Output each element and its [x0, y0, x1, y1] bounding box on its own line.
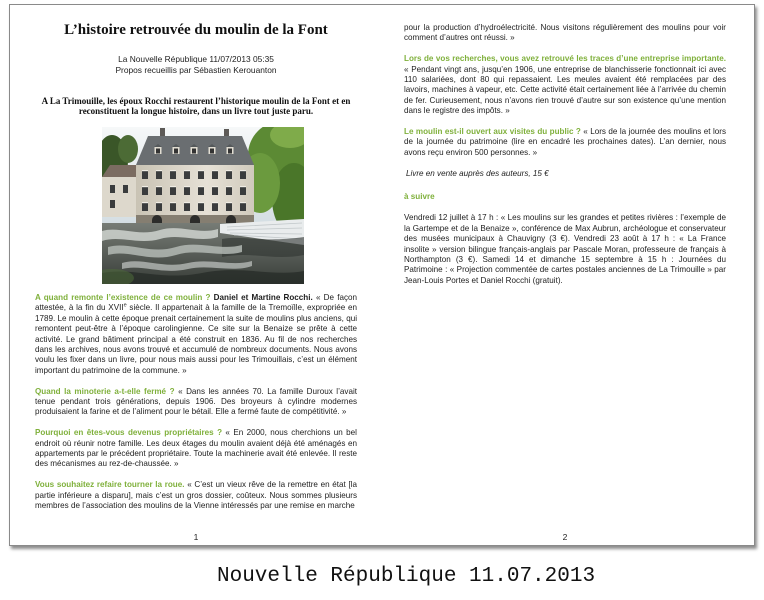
intro-lead: A La Trimouille, les époux Rocchi restaurent l’historique moulin de la Font et en reconstituent la longue histoire, dans un livre tout juste paru.	[41, 96, 351, 117]
speaker: Daniel et Martine Rocchi.	[213, 293, 313, 302]
qa-paragraph	[404, 54, 726, 116]
answer: « Pendant vingt ans, jusqu’en 1906, une entreprise de blanchisserie fonctionnait ici avec 110 salariées, dont 80 qui repassaient. Les meules avaient été remplacées par des lavoirs, machines à vapeur, etc. Cette activité était certainement liée à l’arrivée du chemin de fer. Curieusement, nous n’avons rien trouvé d’autre sur son existence qu’une mention dans le registre des impôts. »	[404, 64, 726, 116]
annex-window	[123, 185, 128, 193]
page-number: 1	[193, 532, 199, 542]
qa-paragraph	[404, 127, 726, 158]
events-paragraph: Vendredi 12 juillet à 17 h : « Les moulins sur les grandes et petites rivières : l’exemple de la Gartempe et de la Benaize », conférence de Max Aubrun, archéologue et conservateur des musées municipaux à Chauvigny (3 €). Vendredi 23 août à 17 h : « La France insolite » version bilingue français-anglais par Pascale Moran, professeure de français à Northampton (3 €). Samedi 14 et dimanche 15 septembre à 15 h : Journées du Patrimoine : « Projection commentée de cartes postales anciennes de La Trimouille » par Jean-Louis Portes et Daniel Rocchi (gratuit).	[404, 213, 726, 285]
answer: « Lors de la journée des moulins et lors de la journée du patrimoine (lire en encadré les prochaines dates). L’an dernier, nous avons reçu environ 500 personnes. »	[404, 127, 726, 157]
question: Vous souhaitez refaire tourner la roue.	[35, 480, 185, 490]
facade-windows	[142, 170, 254, 214]
qa-paragraph	[35, 428, 357, 470]
article-title: L’histoire retrouvée du moulin de la Font	[64, 22, 328, 38]
question: Quand la minoterie a-t-elle fermé ?	[35, 386, 175, 396]
article-body-right	[404, 23, 726, 297]
question: Le moulin est-il ouvert aux visites du public ?	[404, 127, 581, 137]
superscript: e	[123, 302, 127, 309]
image-caption: Nouvelle République 11.07.2013	[217, 565, 596, 588]
answer: « Dans les années 70. La famille Duroux l’avait tenue pendant trois générations, depuis 1906. Des broyeurs à cylindre modernes produisaient la farine et de l’aliment pour le bétail. Elle a fermé faute de compétitivité. »	[35, 386, 357, 417]
source-line: La Nouvelle République 11/07/2013 05:35	[118, 54, 274, 64]
qa-paragraph	[35, 480, 357, 511]
continued-paragraph: pour la production d’hydroélectricité. Nous visitons régulièrement des moulins pour voir comment d’autres ont réussi. »	[404, 23, 726, 43]
annex-window	[110, 185, 115, 193]
book-sale-note: Livre en vente auprès des auteurs, 15 €	[406, 168, 549, 178]
answer-continued: siècle. Il appartenait à la famille de la Tremoïlle, expropriée en 1789. Le moulin à cette époque prenait certainement la suite de moulins plus anciens, qui remontent peut-être à l’époque carolingienne. Ce site sur la Benaize se prête à cette activité. Le grand bâtiment principal a été construit en 1836. Au fil de nos recherches dans les archives, nous avons trouvé et accumulé de nombreux documents. Nous avons voulu les fixer dans un livre, pour nous mais aussi pour les Trimouillais, c’est un élément important du patrimoine de la commune. »	[35, 303, 357, 375]
annex-window	[110, 200, 115, 208]
answer: « C’est un vieux rêve de la remettre en état [la partie inférieure a disparu], mais c’est un gros dossier, coûteux. Nous sommes plusieurs membres de l’association des moulins de la Vienne intéressés par une remise en marche	[35, 480, 358, 511]
question: Lors de vos recherches, vous avez retrouvé les traces d’une entreprise importante.	[404, 54, 726, 64]
question: Pourquoi en êtes-vous devenus propriétaires ?	[35, 428, 223, 438]
mill-photo	[102, 127, 304, 284]
mill-building	[136, 128, 254, 225]
question: A quand remonte l’existence de ce moulin ?	[35, 293, 211, 302]
events-heading: à suivre	[404, 191, 435, 201]
page-number: 2	[562, 532, 568, 542]
answer: « De façon attestée, à la fin du XVII	[35, 293, 357, 313]
qa-paragraph	[35, 387, 357, 418]
byline: Propos recueillis par Sébastien Kerouanton	[115, 65, 277, 75]
qa-paragraph	[35, 293, 357, 376]
article-meta	[35, 54, 357, 76]
article-body-left	[35, 293, 357, 522]
roof-dormers	[154, 144, 240, 156]
answer: « En 2000, nous cherchions un bel endroit où réunir notre famille. Les deux étages du moulin avaient déjà été aménagés en appartements par le précédent propriétaire. Toute la machinerie avait été enlevée. Il reste des mécanismes au rez-de-chaussée. »	[35, 428, 357, 469]
